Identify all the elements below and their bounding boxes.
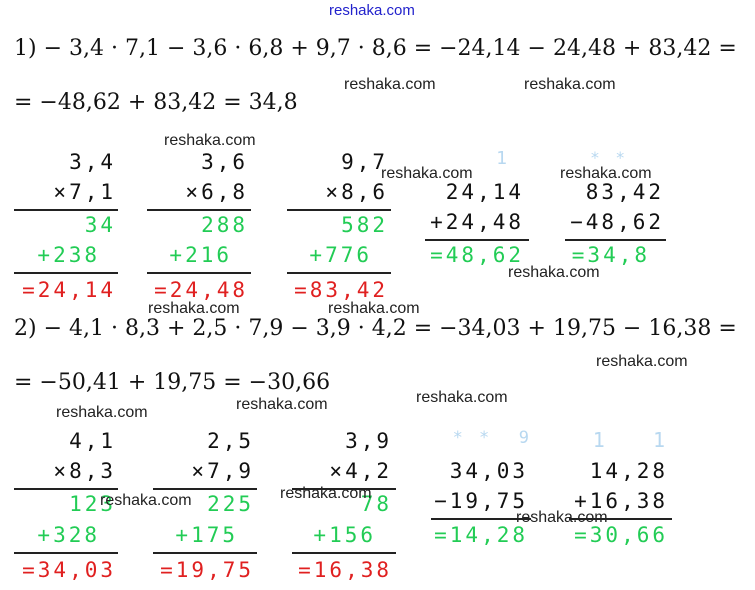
expression-line-2: = −48,62 + 83,42 = 34,8 xyxy=(14,90,298,115)
p2-sub-term-2: −19,75 xyxy=(434,489,528,513)
p2-m1-factor-2: ×8,3 xyxy=(53,459,116,483)
p2-add-result: =30,66 xyxy=(574,523,668,547)
expression-line-1: 1) − 3,4 · 7,1 − 3,6 · 6,8 + 9,7 · 8,6 = −24,14 − 24,48 + 83,42 = xyxy=(14,36,737,61)
p2-sub-term-1: 34,03 xyxy=(449,459,528,483)
p2-m3-rule-2 xyxy=(292,552,396,554)
watermark: reshaka.com xyxy=(148,300,240,317)
p2-m2-rule-1 xyxy=(153,488,257,490)
p1-m3-factor-2: ×8,6 xyxy=(325,180,388,204)
p1-sub-term-2: −48,62 xyxy=(570,210,664,234)
p2-m2-factor-2: ×7,9 xyxy=(191,459,254,483)
p2-sub-borrow-hint: * * 9 xyxy=(452,428,532,448)
watermark: reshaka.com xyxy=(524,76,616,93)
watermark: reshaka.com xyxy=(56,404,148,421)
p1-m3-rule-2 xyxy=(287,272,391,274)
p1-m3-result: =83,42 xyxy=(294,278,388,302)
watermark: reshaka.com xyxy=(236,396,328,413)
p1-sub-term-1: 83,42 xyxy=(585,180,664,204)
p2-m1-partial-1: 123 xyxy=(69,492,116,516)
p2-m1-partial-2: +328 xyxy=(37,523,100,547)
p2-m2-partial-1: 225 xyxy=(207,492,254,516)
p2-add-term-1: 14,28 xyxy=(589,459,668,483)
p1-m2-factor-2: ×6,8 xyxy=(185,180,248,204)
p1-m1-partial-2: +238 xyxy=(37,243,100,267)
p2-m1-rule-1 xyxy=(14,488,118,490)
p2-m1-rule-2 xyxy=(14,552,118,554)
p1-add-carry-hint: 1 xyxy=(496,148,510,169)
watermark: reshaka.com xyxy=(596,353,688,370)
p1-m1-result: =24,14 xyxy=(22,278,116,302)
p1-add-term-1: 24,14 xyxy=(445,180,524,204)
p2-m2-factor-1: 2,5 xyxy=(207,429,254,453)
p1-m1-partial-1: 34 xyxy=(84,213,116,237)
p1-sub-rule xyxy=(565,239,666,241)
p2-add-carry-hint: 1 1 xyxy=(592,428,668,452)
p1-m2-partial-1: 288 xyxy=(201,213,248,237)
p2-m2-result: =19,75 xyxy=(160,558,254,582)
expression-line-3: 2) − 4,1 · 8,3 + 2,5 · 7,9 − 3,9 · 4,2 = −34,03 + 19,75 − 16,38 = xyxy=(14,316,737,341)
watermark: reshaka.com xyxy=(164,132,256,149)
watermark: reshaka.com xyxy=(560,165,652,182)
p1-m2-partial-2: +216 xyxy=(169,243,232,267)
p2-sub-result: =14,28 xyxy=(434,523,528,547)
p2-m2-rule-2 xyxy=(153,552,257,554)
p1-m1-factor-2: ×7,1 xyxy=(53,180,116,204)
watermark: reshaka.com xyxy=(381,165,473,182)
p1-m3-rule-1 xyxy=(287,209,391,211)
watermark: reshaka.com xyxy=(416,389,508,406)
p1-m3-factor-1: 9,7 xyxy=(341,150,388,174)
watermark: reshaka.com xyxy=(280,485,372,502)
p2-m3-result: =16,38 xyxy=(298,558,392,582)
watermark: reshaka.com xyxy=(344,76,436,93)
p1-m1-factor-1: 3,4 xyxy=(69,150,116,174)
p1-m1-rule-1 xyxy=(14,209,118,211)
p2-m1-result: =34,03 xyxy=(22,558,116,582)
p2-m3-partial-1: 78 xyxy=(360,492,392,516)
p1-m2-result: =24,48 xyxy=(154,278,248,302)
p1-m1-rule-2 xyxy=(14,272,118,274)
p1-m3-partial-1: 582 xyxy=(341,213,388,237)
p1-add-rule xyxy=(425,239,529,241)
expression-line-4: = −50,41 + 19,75 = −30,66 xyxy=(14,370,331,395)
p1-add-term-2: +24,48 xyxy=(430,210,524,234)
p1-m2-rule-2 xyxy=(147,272,251,274)
p2-m3-partial-2: +156 xyxy=(313,523,376,547)
p2-add-term-2: +16,38 xyxy=(574,489,668,513)
p1-sub-borrow-hint: * * xyxy=(590,148,628,167)
p1-m2-rule-1 xyxy=(147,209,251,211)
watermark: reshaka.com xyxy=(508,264,600,281)
p2-m3-factor-2: ×4,2 xyxy=(329,459,392,483)
p1-add-result: =48,62 xyxy=(430,243,524,267)
p1-m3-partial-2: +776 xyxy=(309,243,372,267)
watermark: reshaka.com xyxy=(516,509,608,526)
p2-m1-factor-1: 4,1 xyxy=(69,429,116,453)
watermark: reshaka.com xyxy=(100,492,192,509)
site-header-link[interactable]: reshaka.com xyxy=(329,2,415,19)
p2-m2-partial-2: +175 xyxy=(175,523,238,547)
p1-m2-factor-1: 3,6 xyxy=(201,150,248,174)
watermark: reshaka.com xyxy=(328,300,420,317)
p1-sub-result: =34,8 xyxy=(571,243,650,267)
p2-m3-factor-1: 3,9 xyxy=(345,429,392,453)
